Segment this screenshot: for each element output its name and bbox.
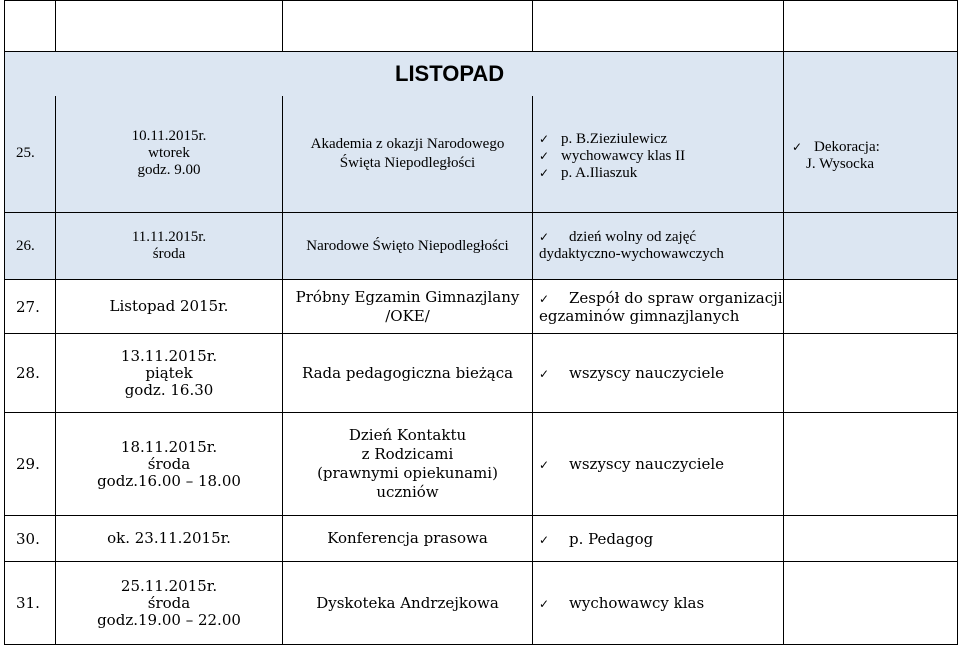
day-line: wtorek <box>148 145 190 162</box>
responsible-item: dydaktyczno-wychowawczych <box>539 246 724 262</box>
decoration-label: Dekoracja: <box>814 139 880 155</box>
check-icon: ✓ <box>539 132 550 147</box>
day-line: środa <box>152 246 186 262</box>
event-line: Próbny Egzamin Gimnazjlany <box>295 287 520 306</box>
row-number: 31. <box>5 562 56 645</box>
row-responsible <box>533 96 784 213</box>
row-number: 25. <box>5 96 56 213</box>
table-row <box>5 516 958 562</box>
row-event <box>283 213 533 280</box>
table-row <box>5 280 958 334</box>
row-number: 27. <box>5 280 56 334</box>
event-line: uczniów <box>376 483 439 501</box>
date-line: ok. 23.11.2015r. <box>107 529 231 547</box>
date-line: 10.11.2015r. <box>131 128 207 145</box>
schedule-table <box>4 0 958 645</box>
row-date <box>56 562 283 645</box>
event-line: Konferencja prasowa <box>327 529 488 547</box>
row-number: 30. <box>5 516 56 562</box>
title-row <box>5 52 958 96</box>
check-icon: ✓ <box>539 230 550 244</box>
event-line: Dzień Kontaktu <box>348 426 467 444</box>
check-icon: ✓ <box>539 597 550 611</box>
date-line: 18.11.2015r. <box>120 437 218 456</box>
event-line: Święta Niepodległości <box>339 154 476 171</box>
row-date <box>56 280 283 334</box>
row-date <box>56 413 283 516</box>
time-line: godz. 16.30 <box>124 380 214 399</box>
row-number: 28. <box>5 334 56 413</box>
responsible-item: p. B.Zieziulewicz <box>561 131 668 148</box>
row-event <box>283 334 533 413</box>
event-line: Narodowe Święto Niepodległości <box>306 237 509 254</box>
row-event <box>283 562 533 645</box>
responsible-item: dzień wolny od zajęć <box>569 229 697 245</box>
event-line: Akademia z okazji Narodowego <box>310 135 505 152</box>
table-row <box>5 213 958 280</box>
check-icon: ✓ <box>539 291 550 306</box>
row-responsible <box>533 413 784 516</box>
row-responsible <box>533 280 784 334</box>
row-event <box>283 413 533 516</box>
responsible-item: wychowawcy klas II <box>561 148 686 165</box>
check-icon: ✓ <box>539 367 550 381</box>
responsible-item: Zespół do spraw organizacji <box>569 288 783 307</box>
row-event <box>283 516 533 562</box>
time-line: godz. 9.00 <box>137 162 201 179</box>
table-row <box>5 334 958 413</box>
decoration-person: J. Wysocka <box>806 156 874 172</box>
responsible-item: wychowawcy klas <box>569 594 705 612</box>
responsible-item: p. A.Iliaszuk <box>561 165 638 182</box>
day-line: piątek <box>145 363 193 382</box>
event-line: Rada pedagogiczna bieżąca <box>301 363 514 382</box>
day-line: środa <box>147 593 191 612</box>
row-date <box>56 334 283 413</box>
check-icon: ✓ <box>539 149 550 164</box>
row-date <box>56 213 283 280</box>
table-row <box>5 562 958 645</box>
row-event <box>283 280 533 334</box>
date-line: Listopad 2015r. <box>109 297 229 315</box>
check-icon: ✓ <box>539 532 550 547</box>
event-line: z Rodzicami <box>361 445 454 463</box>
header-blank-row <box>5 1 958 52</box>
date-line: 11.11.2015r. <box>131 229 207 245</box>
responsible-item: wszyscy nauczyciele <box>569 455 725 473</box>
row-number: 26. <box>5 213 56 280</box>
check-icon: ✓ <box>539 458 550 472</box>
month-title: LISTOPAD <box>5 52 784 96</box>
row-responsible <box>533 516 784 562</box>
check-icon: ✓ <box>539 166 550 181</box>
time-line: godz.16.00 – 18.00 <box>97 471 241 490</box>
row-responsible <box>533 562 784 645</box>
row-number: 29. <box>5 413 56 516</box>
table-row <box>5 413 958 516</box>
date-line: 25.11.2015r. <box>120 576 218 595</box>
event-line: Dyskoteka Andrzejkowa <box>316 593 499 612</box>
event-line: /OKE/ <box>385 306 430 325</box>
row-date <box>56 516 283 562</box>
time-line: godz.19.00 – 22.00 <box>97 610 241 629</box>
responsible-item: p. Pedagog <box>569 529 654 548</box>
row-responsible <box>533 213 784 280</box>
decoration-cell <box>784 52 958 213</box>
check-icon: ✓ <box>792 140 803 154</box>
row-date <box>56 96 283 213</box>
responsible-item: wszyscy nauczyciele <box>569 364 725 382</box>
date-line: 13.11.2015r. <box>120 346 218 365</box>
responsible-item: egzaminów gimnazjlanych <box>539 306 740 325</box>
row-event <box>283 96 533 213</box>
event-line: (prawnymi opiekunami) <box>317 464 498 482</box>
row-responsible <box>533 334 784 413</box>
day-line: środa <box>147 454 191 473</box>
